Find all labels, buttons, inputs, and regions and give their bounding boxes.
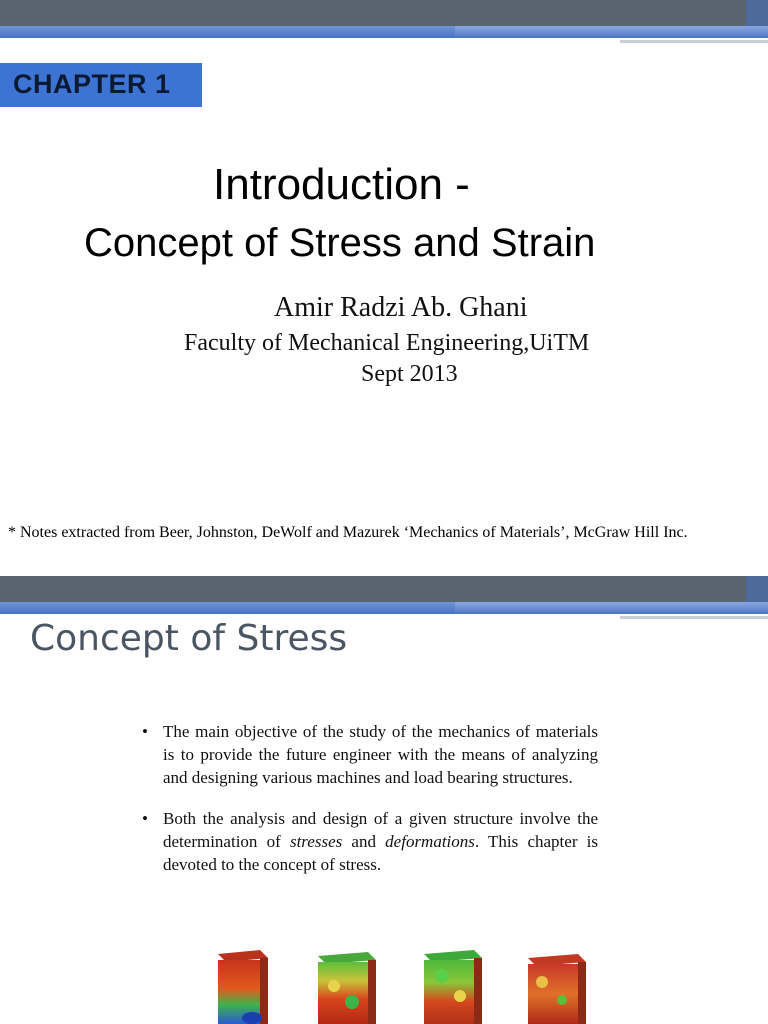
faculty-name: Faculty of Mechanical Engineering,UiTM bbox=[184, 330, 590, 356]
bullet-text-part: and bbox=[342, 832, 386, 851]
emphasis-deformations: deformations bbox=[385, 832, 475, 851]
header-band bbox=[0, 0, 768, 48]
simulation-image bbox=[522, 946, 588, 1024]
chapter-label: CHAPTER 1 bbox=[13, 69, 171, 99]
stress-simulation-images bbox=[0, 946, 768, 1024]
header-band bbox=[0, 576, 768, 624]
chapter-label-box bbox=[0, 63, 202, 107]
presentation-date: Sept 2013 bbox=[361, 361, 458, 387]
source-notes: * Notes extracted from Beer, Johnston, DeWolf and Mazurek ‘Mechanics of Materials’, McGraw Hill Inc. bbox=[8, 524, 688, 541]
simulation-image bbox=[212, 946, 270, 1024]
simulation-image bbox=[312, 946, 378, 1024]
bullet-list bbox=[142, 720, 598, 894]
slide-title-line2: Concept of Stress and Strain bbox=[84, 221, 596, 265]
emphasis-stresses: stresses bbox=[289, 832, 343, 851]
bullet-text-part: Both the analysis and design of a given structure involve the determination of bbox=[163, 809, 598, 851]
bullet-text: The main objective of the study of the mechanics of materials is to provide the future engineer with the means of analyzing and designing various machines and load bearing structures. bbox=[163, 722, 598, 787]
bullet-icon: • bbox=[142, 809, 148, 828]
slide-title-line1: Introduction - bbox=[213, 160, 470, 209]
simulation-image bbox=[418, 946, 484, 1024]
bullet-icon: • bbox=[142, 722, 148, 741]
section-title: Concept of Stress bbox=[30, 618, 348, 659]
bullet-text-part: . This chapter is devoted to the concept of stress. bbox=[163, 832, 599, 874]
content-slide bbox=[0, 576, 768, 1024]
author-name: Amir Radzi Ab. Ghani bbox=[274, 292, 528, 323]
bullet-item bbox=[142, 720, 598, 789]
bullet-item bbox=[142, 807, 598, 876]
